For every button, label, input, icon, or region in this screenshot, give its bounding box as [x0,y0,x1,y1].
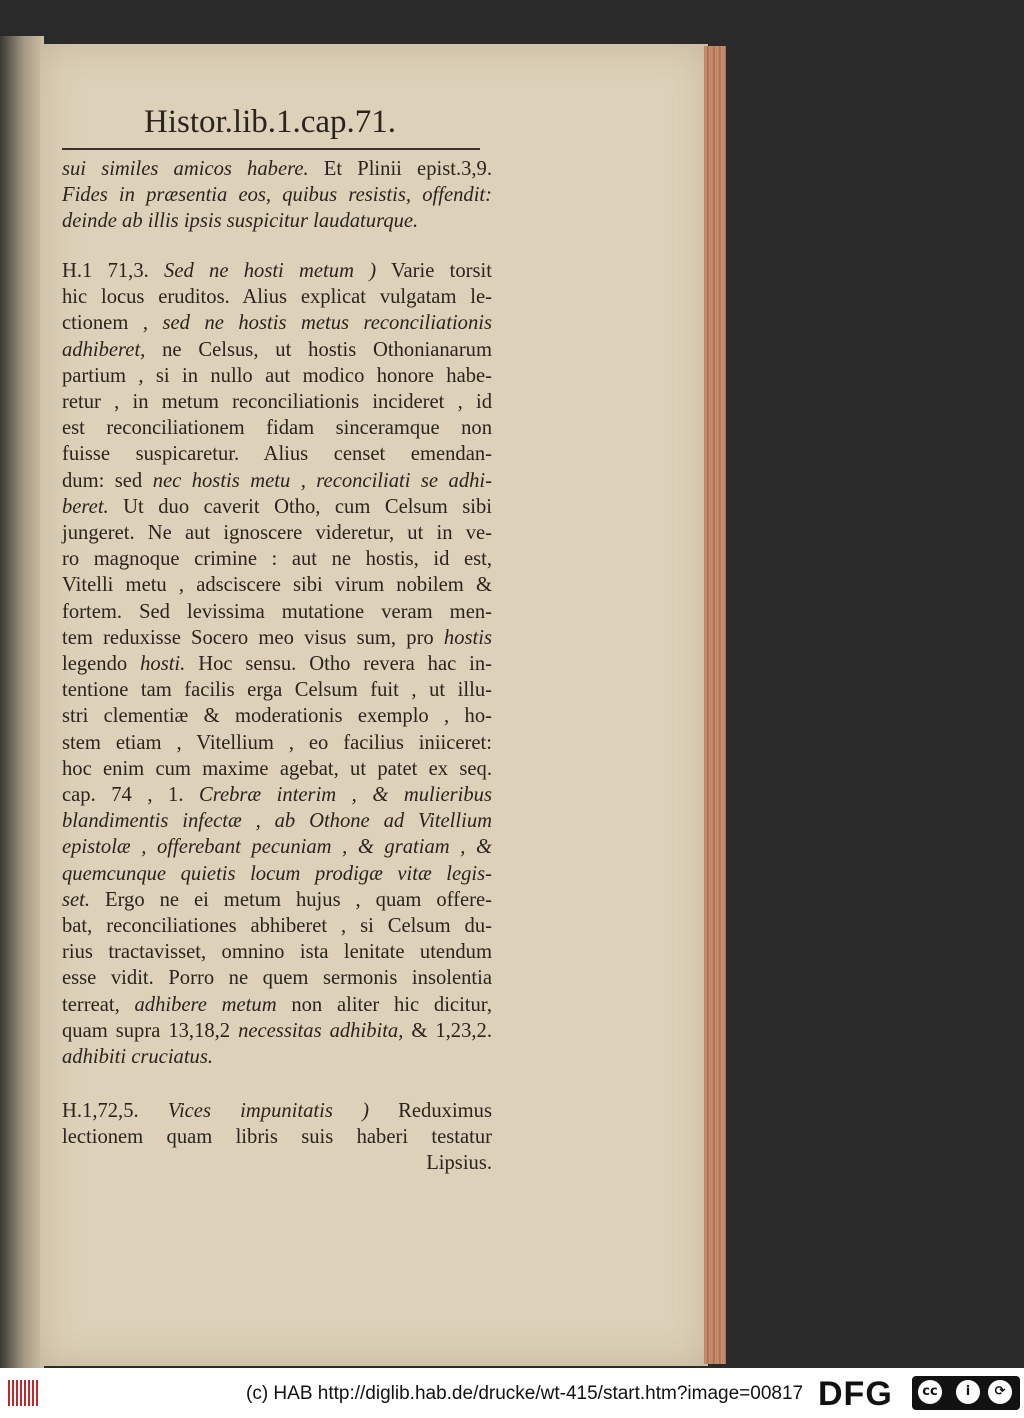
text-line [62,756,492,782]
text-line [62,965,492,991]
cc-license-badge[interactable] [912,1376,1020,1410]
italic-segment: Crebræ interim , & mulieribus [198,784,492,807]
roman-segment: cap. 74 , 1. [62,784,199,807]
roman-segment: terreat, [62,993,135,1016]
italic-segment: adhiberet, [62,338,146,361]
library-logo-icon [8,1380,38,1406]
text-line [62,389,492,415]
text-line [62,939,492,965]
roman-segment: tem reduxisse Socero meo visus sum, pro [62,626,444,649]
text-line [62,677,492,703]
italic-segment: hostis [443,626,492,649]
roman-segment: Reduximus [368,1100,492,1122]
roman-segment: H.1 71,3. [62,260,165,282]
italic-segment: sui similes amicos habere. [62,158,309,180]
text-line [62,1018,492,1044]
text-line [62,258,492,284]
header-rule [62,148,480,150]
roman-segment: Lipsius. [426,1152,492,1175]
roman-segment: est reconciliationem fidam sinceramque non [62,417,492,440]
text-line [62,1124,492,1150]
italic-segment: blandimentis infectæ , ab Othone ad Vitellium [62,810,492,833]
text-line [62,208,492,234]
text-line [62,468,492,494]
text-line [62,363,492,389]
paragraph-2 [62,258,492,1070]
text-line [62,1098,492,1124]
adjacent-page-edge [0,36,44,1368]
text-line [62,599,492,625]
italic-segment: necessitas adhibita, [238,1019,404,1042]
roman-segment: jungeret. Ne aut ignoscere videretur, ut in ve- [62,522,492,545]
text-line [62,834,492,860]
text-line [62,1044,492,1070]
text-line [62,441,492,467]
roman-segment: ne Celsus, ut hostis Othonianarum [145,338,492,361]
roman-segment: ro magnoque crimine : aut ne hostis, id est, [62,548,492,571]
text-line [62,156,492,182]
italic-segment: epistolæ , offerebant pecuniam , & gratiam , & [62,836,492,859]
roman-segment: quam supra 13,18,2 [62,1019,239,1042]
text-line [62,415,492,441]
roman-segment: stri clementiæ & moderationis exemplo , ho- [62,705,492,728]
italic-segment: adhibiti cruciatus. [62,1046,214,1069]
text-line [62,861,492,887]
sa-icon: ⟳ [988,1380,1012,1404]
roman-segment: non aliter hic dicitur, [276,993,492,1016]
roman-segment: legendo [62,653,141,676]
running-header: Histor.lib.1.cap.71. [144,104,397,140]
paragraph-3 [62,1098,492,1177]
roman-segment: Vitelli metu , adsciscere sibi virum nobilem & [62,574,492,597]
roman-segment: & 1,23,2. [403,1019,492,1042]
roman-segment: lectionem quam libris suis haberi testatur [62,1126,492,1149]
by-icon: i [956,1380,980,1404]
roman-segment: Hoc sensu. Otho revera hac in- [185,653,492,676]
italic-segment: Fides in præsentia eos, quibus resistis, offendit: [62,184,492,207]
text-line [62,546,492,572]
text-line [62,730,492,756]
cc-icon: cc [918,1380,942,1404]
text-line [62,284,492,310]
text-line [62,651,492,677]
italic-segment: Sed ne hosti metum ) [164,260,377,282]
paragraph-1 [62,156,492,235]
roman-segment: Ergo ne ei metum hujus , quam offere- [90,888,492,911]
roman-segment: esse vidit. Porro ne quem sermonis insolentia [62,967,492,990]
text-line [62,625,492,651]
text-line [62,182,492,208]
text-line [62,992,492,1018]
footer-credit: (c) HAB http://diglib.hab.de/drucke/wt-415/start.htm?image=00817 [246,1383,804,1404]
roman-segment: fuisse suspicaretur. Alius censet emendan- [62,443,492,466]
italic-segment: adhibere metum [134,993,277,1016]
italic-segment: quemcunque quietis locum prodigæ vitæ legis- [62,862,492,885]
roman-segment: tentione tam facilis erga Celsum fuit , ut illu- [62,679,492,702]
roman-segment: H.1,72,5. [62,1100,168,1122]
text-line [62,494,492,520]
italic-segment: beret. [62,495,109,518]
roman-segment: hic locus eruditos. Alius explicat vulgatam le- [62,286,492,309]
dfg-logo: DFG [818,1375,893,1413]
text-line [62,703,492,729]
text-line [62,782,492,808]
italic-segment: set. [62,888,91,911]
text-line [62,887,492,913]
roman-segment: Ut duo caverit Otho, cum Celsum sibi [108,495,492,518]
roman-segment: fortem. Sed levissima mutatione veram men- [62,600,492,623]
roman-segment: ctionem , [62,312,163,335]
text-line [62,520,492,546]
text-line [62,310,492,336]
text-line [62,337,492,363]
roman-segment: bat, reconciliationes abhiberet , si Celsum du- [62,915,492,938]
italic-segment: hosti. [140,653,186,676]
roman-segment: hoc enim cum maxime agebat, ut patet ex seq. [62,757,492,780]
text-line [62,913,492,939]
roman-segment: Et Plinii epist.3,9. [308,158,492,180]
roman-segment: partium , si in nullo aut modico honore habe- [62,364,492,387]
italic-segment: sed ne hostis metus reconciliationis [162,312,492,335]
roman-segment: stem etiam , Vitellium , eo facilius iniiceret: [62,731,492,754]
italic-segment: nec hostis metu , reconciliati se adhi- [152,469,492,492]
italic-segment: deinde ab illis ipsis suspicitur laudaturque. [62,210,419,233]
roman-segment: retur , in metum reconciliationis incideret , id [62,391,492,414]
footer-bar [0,1368,1024,1418]
italic-segment: Vices impunitatis ) [167,1100,369,1122]
text-line [62,572,492,598]
text-line [62,1150,492,1176]
roman-segment: dum: sed [62,469,153,492]
roman-segment: rius tractavisset, omnino ista lenitate utendum [62,941,492,964]
page-fore-edge [704,46,726,1364]
text-line [62,808,492,834]
roman-segment: Varie torsit [376,260,492,282]
